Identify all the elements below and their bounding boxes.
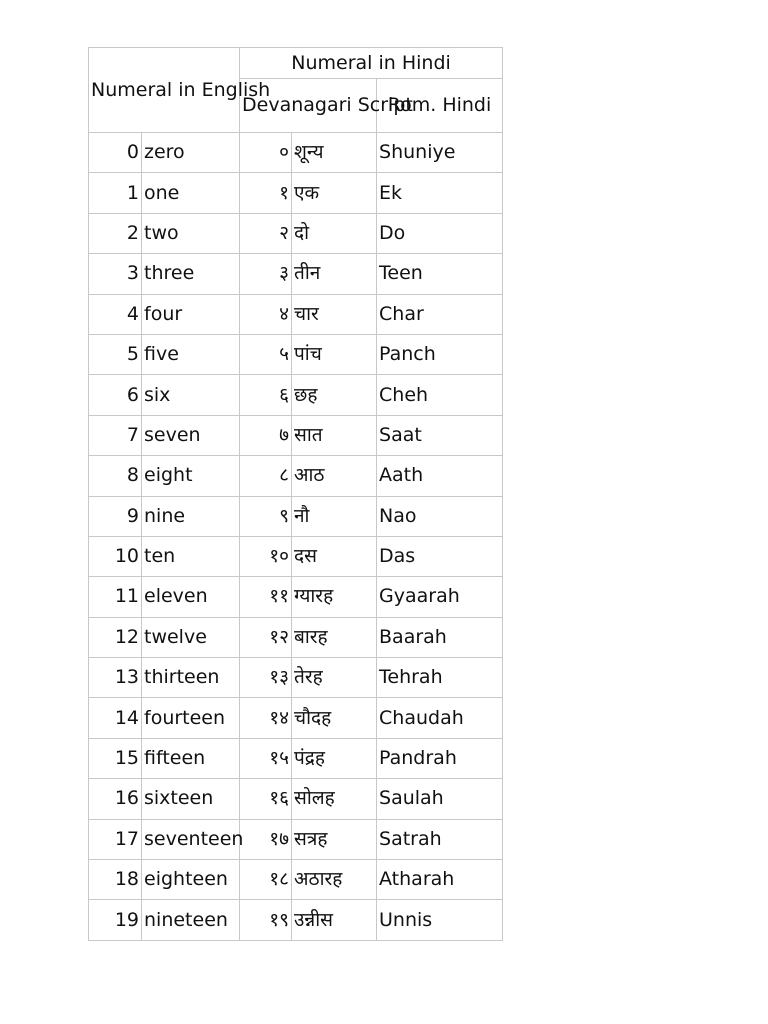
numeral-english-cell: 7 (89, 415, 142, 455)
word-english-cell: ten (142, 536, 240, 576)
header-numeral-english: Numeral in English (89, 48, 240, 133)
numeral-english-cell: 10 (89, 536, 142, 576)
word-devanagari-cell: पंद्रह (292, 738, 377, 778)
romanized-hindi-cell: Pandrah (377, 738, 503, 778)
numeral-devanagari-cell: ० (240, 133, 292, 173)
romanized-hindi-cell: Saulah (377, 779, 503, 819)
numeral-english-cell: 2 (89, 213, 142, 253)
numerals-table (88, 47, 503, 941)
word-devanagari-cell: अठारह (292, 860, 377, 900)
word-english-cell: fourteen (142, 698, 240, 738)
table-row (89, 658, 503, 698)
romanized-hindi-cell: Ek (377, 173, 503, 213)
table-row (89, 860, 503, 900)
table-row (89, 375, 503, 415)
romanized-hindi-cell: Chaudah (377, 698, 503, 738)
word-english-cell: sixteen (142, 779, 240, 819)
word-devanagari-cell: नौ (292, 496, 377, 536)
word-devanagari-cell: आठ (292, 456, 377, 496)
word-devanagari-cell: चौदह (292, 698, 377, 738)
romanized-hindi-cell: Atharah (377, 860, 503, 900)
romanized-hindi-cell: Baarah (377, 617, 503, 657)
romanized-hindi-cell: Saat (377, 415, 503, 455)
word-english-cell: one (142, 173, 240, 213)
table-row (89, 496, 503, 536)
numeral-english-cell: 5 (89, 334, 142, 374)
romanized-hindi-cell: Shuniye (377, 133, 503, 173)
numeral-devanagari-cell: १ (240, 173, 292, 213)
numeral-english-cell: 19 (89, 900, 142, 940)
romanized-hindi-cell: Aath (377, 456, 503, 496)
word-devanagari-cell: दस (292, 536, 377, 576)
numeral-english-cell: 18 (89, 860, 142, 900)
word-english-cell: twelve (142, 617, 240, 657)
word-english-cell: eight (142, 456, 240, 496)
header-devanagari-script: Devanagari Script (240, 79, 377, 133)
table-row (89, 577, 503, 617)
word-english-cell: three (142, 254, 240, 294)
word-devanagari-cell: ग्यारह (292, 577, 377, 617)
numeral-english-cell: 8 (89, 456, 142, 496)
table-row (89, 294, 503, 334)
word-english-cell: four (142, 294, 240, 334)
table-row (89, 698, 503, 738)
numeral-devanagari-cell: १४ (240, 698, 292, 738)
numeral-devanagari-cell: ३ (240, 254, 292, 294)
word-english-cell: five (142, 334, 240, 374)
word-devanagari-cell: एक (292, 173, 377, 213)
romanized-hindi-cell: Teen (377, 254, 503, 294)
word-devanagari-cell: दो (292, 213, 377, 253)
romanized-hindi-cell: Tehrah (377, 658, 503, 698)
table-row (89, 456, 503, 496)
numeral-english-cell: 13 (89, 658, 142, 698)
numeral-devanagari-cell: १५ (240, 738, 292, 778)
numeral-english-cell: 15 (89, 738, 142, 778)
table-row (89, 779, 503, 819)
romanized-hindi-cell: Gyaarah (377, 577, 503, 617)
word-devanagari-cell: उन्नीस (292, 900, 377, 940)
numeral-devanagari-cell: २ (240, 213, 292, 253)
word-english-cell: seven (142, 415, 240, 455)
word-devanagari-cell: सोलह (292, 779, 377, 819)
table-row (89, 173, 503, 213)
word-english-cell: six (142, 375, 240, 415)
numeral-devanagari-cell: १६ (240, 779, 292, 819)
numeral-devanagari-cell: १२ (240, 617, 292, 657)
romanized-hindi-cell: Do (377, 213, 503, 253)
numeral-english-cell: 11 (89, 577, 142, 617)
romanized-hindi-cell: Nao (377, 496, 503, 536)
word-english-cell: eighteen (142, 860, 240, 900)
table-row (89, 254, 503, 294)
numeral-english-cell: 1 (89, 173, 142, 213)
romanized-hindi-cell: Cheh (377, 375, 503, 415)
table-row (89, 900, 503, 940)
numeral-devanagari-cell: ८ (240, 456, 292, 496)
header-row-top (89, 48, 503, 79)
word-english-cell: zero (142, 133, 240, 173)
word-devanagari-cell: सत्रह (292, 819, 377, 859)
word-english-cell: nineteen (142, 900, 240, 940)
numeral-english-cell: 6 (89, 375, 142, 415)
numeral-devanagari-cell: ९ (240, 496, 292, 536)
numeral-devanagari-cell: ६ (240, 375, 292, 415)
table-row (89, 133, 503, 173)
word-devanagari-cell: शून्य (292, 133, 377, 173)
word-english-cell: nine (142, 496, 240, 536)
table-row (89, 213, 503, 253)
romanized-hindi-cell: Unnis (377, 900, 503, 940)
word-devanagari-cell: तीन (292, 254, 377, 294)
numeral-devanagari-cell: १८ (240, 860, 292, 900)
word-devanagari-cell: छह (292, 375, 377, 415)
word-devanagari-cell: चार (292, 294, 377, 334)
romanized-hindi-cell: Char (377, 294, 503, 334)
table-body (89, 133, 503, 941)
romanized-hindi-cell: Das (377, 536, 503, 576)
table-row (89, 738, 503, 778)
numeral-english-cell: 4 (89, 294, 142, 334)
numeral-devanagari-cell: १३ (240, 658, 292, 698)
numeral-devanagari-cell: १७ (240, 819, 292, 859)
numeral-english-cell: 12 (89, 617, 142, 657)
numeral-english-cell: 0 (89, 133, 142, 173)
table-header (89, 48, 503, 133)
romanized-hindi-cell: Panch (377, 334, 503, 374)
table-row (89, 536, 503, 576)
numeral-english-cell: 17 (89, 819, 142, 859)
numeral-english-cell: 9 (89, 496, 142, 536)
table-row (89, 617, 503, 657)
word-english-cell: seventeen (142, 819, 240, 859)
numeral-devanagari-cell: ७ (240, 415, 292, 455)
word-english-cell: two (142, 213, 240, 253)
word-english-cell: fifteen (142, 738, 240, 778)
table-row (89, 415, 503, 455)
header-romanized-hindi: Rom. Hindi (377, 79, 503, 133)
romanized-hindi-cell: Satrah (377, 819, 503, 859)
numeral-devanagari-cell: १० (240, 536, 292, 576)
word-devanagari-cell: तेरह (292, 658, 377, 698)
word-devanagari-cell: सात (292, 415, 377, 455)
numeral-english-cell: 14 (89, 698, 142, 738)
numeral-devanagari-cell: ५ (240, 334, 292, 374)
table-row (89, 819, 503, 859)
numeral-english-cell: 3 (89, 254, 142, 294)
word-english-cell: thirteen (142, 658, 240, 698)
header-numeral-hindi: Numeral in Hindi (240, 48, 503, 79)
table-row (89, 334, 503, 374)
word-devanagari-cell: पांच (292, 334, 377, 374)
numeral-devanagari-cell: ४ (240, 294, 292, 334)
word-english-cell: eleven (142, 577, 240, 617)
numeral-devanagari-cell: ११ (240, 577, 292, 617)
numeral-devanagari-cell: १९ (240, 900, 292, 940)
numeral-english-cell: 16 (89, 779, 142, 819)
word-devanagari-cell: बारह (292, 617, 377, 657)
